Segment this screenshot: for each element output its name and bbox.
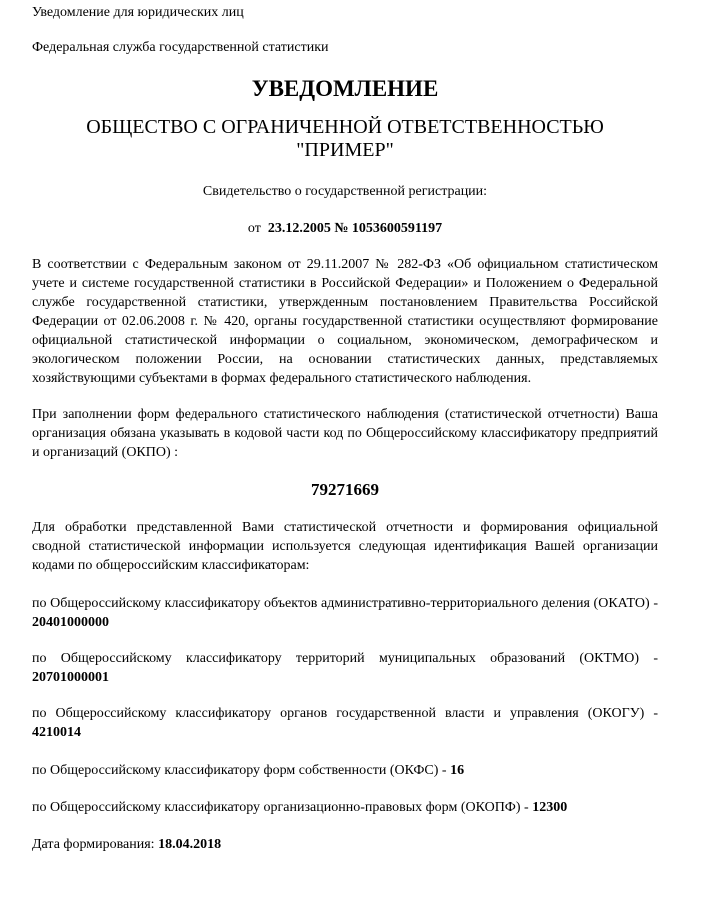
- organization-name-line2: "ПРИМЕР": [296, 139, 394, 161]
- organization-name-line1: ОБЩЕСТВО С ОГРАНИЧЕННОЙ ОТВЕТСТВЕННОСТЬЮ: [86, 116, 604, 138]
- formation-date-line: [32, 835, 658, 854]
- registration-prefix: от: [247, 221, 261, 236]
- okopf-label: по Общероссийскому классификатору организационно-правовых форм (ОКОПФ) -: [32, 800, 529, 815]
- okato-label: по Общероссийскому классификатору объектов административно-территориального деления (ОКАТО) -: [32, 596, 658, 611]
- document-title: УВЕДОМЛЕНИЕ: [251, 76, 439, 101]
- okfs-line: [32, 761, 658, 780]
- okopf-line: [32, 798, 658, 817]
- formation-date-label: Дата формирования:: [32, 837, 155, 852]
- document-type-header: Уведомление для юридических лиц: [32, 5, 244, 20]
- organization-name: [32, 116, 658, 162]
- oktmo-code: 20701000001: [32, 670, 109, 685]
- registration-label: Свидетельство о государственной регистрации:: [202, 184, 488, 199]
- okpo-instruction-paragraph: При заполнении форм федерального статистического наблюдения (статистической отчетности) Ваша организация обязана указывать в кодовой части код по Общероссийскому классификатору предприятий и организаций (ОКПО) :: [32, 407, 658, 460]
- okogu-code: 4210014: [32, 725, 81, 740]
- okato-line: [32, 594, 658, 632]
- classifiers-intro-paragraph: Для обработки представленной Вами статистической отчетности и формирования официальной сводной статистической информации используется следующая идентификация Вашей организации кодами по общероссийским классификаторам:: [32, 520, 658, 573]
- registration-number: 23.12.2005 № 1053600591197: [267, 221, 443, 236]
- okfs-label: по Общероссийскому классификатору форм собственности (ОКФС) -: [32, 763, 447, 778]
- registration-number-line: [32, 219, 658, 238]
- okfs-code: 16: [450, 763, 465, 778]
- okpo-code: 79271669: [311, 480, 379, 499]
- notification-document: [32, 0, 658, 854]
- agency-name: Федеральная служба государственной статистики: [32, 40, 329, 55]
- okogu-label: по Общероссийскому классификатору органов государственной власти и управления (ОКОГУ) -: [32, 706, 658, 721]
- okogu-line: [32, 704, 658, 742]
- formation-date: 18.04.2018: [158, 837, 222, 852]
- legal-basis-paragraph: В соответствии с Федеральным законом от 29.11.2007 № 282-ФЗ «Об официальном статистическом учете и системе государственной статистики в Российской Федерации» и Положением о Федеральной службе государственной статистики, утвержденным постановлением Правительства Российской Федерации от 02.06.2008 г. № 420, органы государственной статистики осуществляют формирование официальной статистической информации о социальном, экономическом, демографическом и экологическом положении России, на основании статистических данных, представляемых хозяйствующими субъектами в формах федерального статистического наблюдения.: [32, 257, 658, 386]
- oktmo-label: по Общероссийскому классификатору территорий муниципальных образований (ОКТМО) -: [32, 651, 658, 666]
- okato-code: 20401000000: [32, 615, 109, 630]
- okopf-code: 12300: [532, 800, 568, 815]
- oktmo-line: [32, 649, 658, 687]
